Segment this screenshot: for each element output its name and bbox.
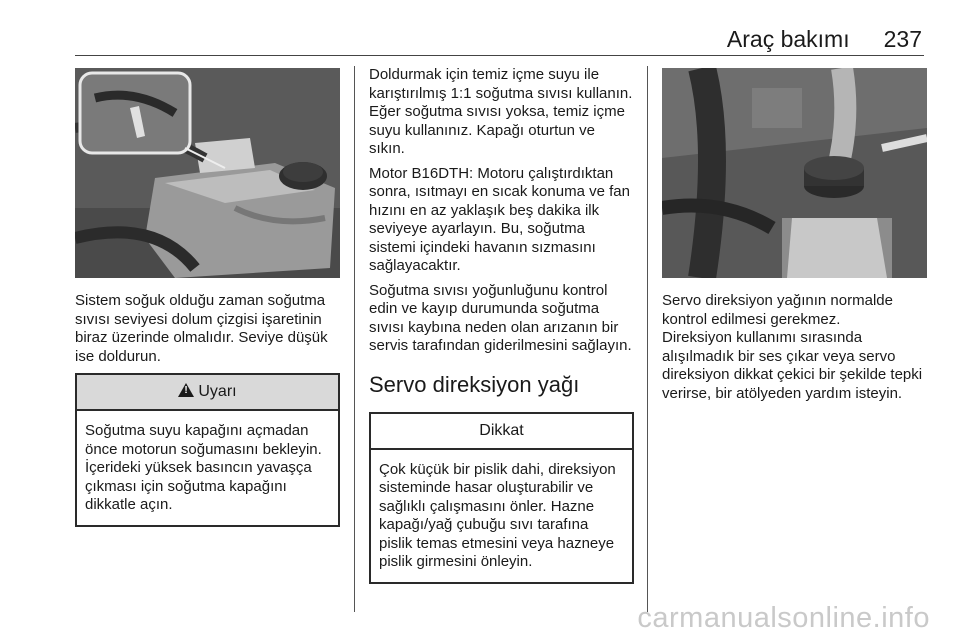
steering-fluid-reservoir-photo xyxy=(662,68,927,278)
warning-title-text: Uyarı xyxy=(198,383,237,400)
coolant-reservoir-photo xyxy=(75,68,340,278)
servo-steering-heading: Servo direksiyon yağı xyxy=(369,371,580,397)
column-divider-2 xyxy=(647,66,648,612)
steering-fluid-normal-paragraph: Servo direksiyon yağının normalde kontrol edilmesi gerekmez. xyxy=(662,292,893,328)
caution-title: Dikkat xyxy=(371,414,632,450)
steering-noise-paragraph: Direksiyon kullanımı sırasında alışılmadık bir ses çıkar veya servo direksiyon dikkat çekici bir şekilde tepki verirse, bir atölyeden yardım isteyin. xyxy=(662,329,923,402)
caution-text: Çok küçük bir pislik dahi, direksiyon sisteminde hasar oluşturabilir ve sağlıklı çalışmasını önler. Hazne kapağı/yağ çubuğu sıvı tarafına pislik temas etmesini veya hazneye pislik girmesini önleyin. xyxy=(379,460,616,570)
coolant-level-paragraph: Sistem soğuk olduğu zaman soğutma sıvısı seviyesi dolum çizgisi işaretinin biraz üzerinde olmalıdır. Seviye düşük ise doldurun. xyxy=(75,292,328,365)
coolant-density-paragraph: Soğutma sıvısı yoğunluğunu kontrol edin ve kayıp durumunda soğutma sıvısı kaybına neden olan arızanın bir servis tarafından giderilmesini sağlayın. xyxy=(369,281,632,354)
warning-title xyxy=(77,375,338,411)
warning-triangle-icon xyxy=(178,383,194,397)
column-1 xyxy=(75,292,340,527)
page-header xyxy=(727,26,922,53)
caution-box xyxy=(369,412,634,584)
coolant-fill-paragraph: Doldurmak için temiz içme suyu ile karıştırılmış 1:1 soğutma sıvısı kullanın. Eğer soğutma sıvısı yoksa, temiz içme suyu kullanınız. Kapağı oturtun ve sıkın. xyxy=(369,66,633,157)
page-number: 237 xyxy=(883,26,922,52)
warning-box xyxy=(75,373,340,527)
watermark: carmanualsonline.info xyxy=(637,602,930,634)
header-divider xyxy=(75,55,924,56)
column-2 xyxy=(369,66,634,584)
column-divider-1 xyxy=(354,66,355,612)
section-title: Araç bakımı xyxy=(726,26,850,52)
warning-text: Soğutma suyu kapağını açmadan önce motorun soğumasını bekleyin. İçerideki yüksek basıncın yavaşça çıkması için soğutma kapağını dikkatle açın. xyxy=(85,422,322,513)
column-3 xyxy=(662,292,927,403)
engine-b16dth-paragraph: Motor B16DTH: Motoru çalıştırdıktan sonra, ısıtmayı en sıcak konuma ve fan hızını en az yaklaşık beş dakika ilk seviyeye ayarlayın. Bu, soğutma sistemi içindeki havanın sızmasını sağlayacaktır. xyxy=(369,164,630,274)
